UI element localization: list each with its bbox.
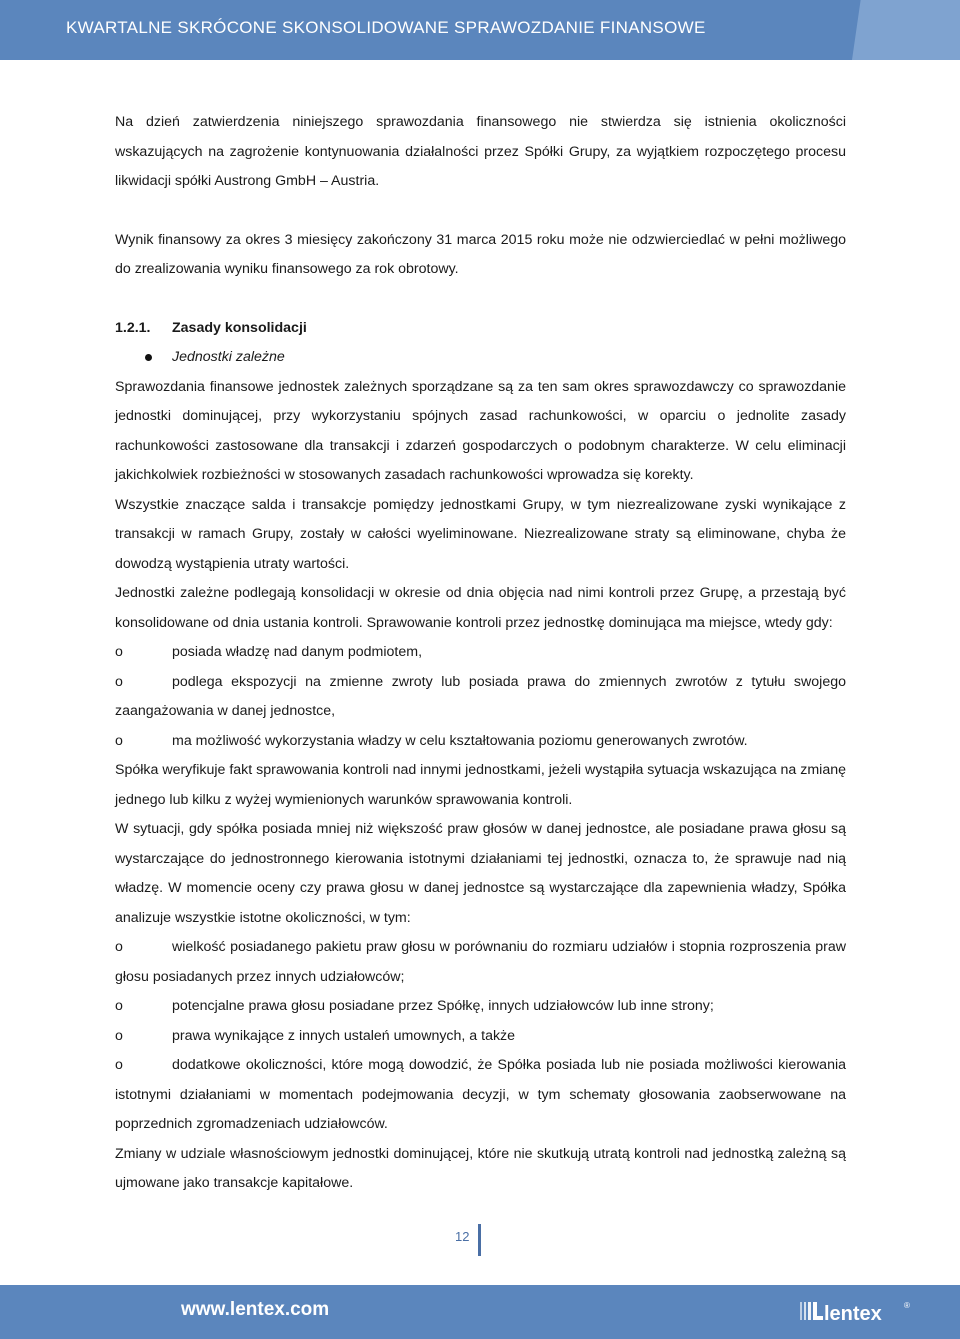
- list-item: o podlega ekspozycji na zmienne zwroty lub posiada prawa do zmiennych zwrotów z tytułu swojego zaangażowania w danej jednostce,: [115, 668, 846, 727]
- paragraph-subsidiaries-statements: Sprawozdania finansowe jednostek zależnych sporządzane są za ten sam okres sprawozdawczy co sprawozdanie jednostki dominującej, przy wykorzystaniu spójnych zasad rachunkowości, w oparciu o jednolite zasady rachunkowości zastosowane dla transakcji i zdarzeń gospodarczych o podobnym charakterze. W celu eliminacji jakichkolwiek rozbieżności w stosowanych zasadach rachunkowości wprowadza się korekty.: [115, 378, 846, 483]
- list-marker: o: [115, 644, 123, 660]
- paragraph-verification: Spółka weryfikuje fakt sprawowania kontroli nad innymi jednostkami, jeżeli wystąpiła sytuacja wskazująca na zmianę jednego lub kilku z wyżej wymienionych warunków sprawowania kontroli.: [115, 762, 846, 808]
- list-item: o ma możliwość wykorzystania władzy w celu kształtowania poziomu generowanych zwrotów.: [115, 727, 846, 757]
- lentex-logo: [800, 1298, 912, 1326]
- page-number-divider: [478, 1224, 481, 1256]
- list-item: o potencjalne prawa głosu posiadane przez Spółkę, innych udziałowców lub inne strony;: [115, 992, 846, 1022]
- paragraph-financial-result: Wynik finansowy za okres 3 miesięcy zakończony 31 marca 2015 roku może nie odzwierciedlać w pełni możliwego do zrealizowania wyniku finansowego za rok obrotowy.: [115, 231, 846, 277]
- page-number: 12: [455, 1229, 470, 1244]
- list-marker: o: [115, 998, 123, 1014]
- paragraph-control: Jednostki zależne podlegają konsolidacji w okresie od dnia objęcia nad nimi kontroli przez Grupę, a przestają być konsolidowane od dnia ustania kontroli. Sprawowanie kontroli przez jednostkę dominująca ma miejsce, wtedy gdy:: [115, 585, 846, 631]
- logo-registered-mark: ®: [904, 1301, 910, 1310]
- list-item: o wielkość posiadanego pakietu praw głosu w porównaniu do rozmiaru udziałów i stopnia rozproszenia praw głosu posiadanych przez innych udziałowców;: [115, 933, 846, 992]
- list-marker: o: [115, 1057, 123, 1073]
- document-title: KWARTALNE SKRÓCONE SKONSOLIDOWANE SPRAWOZDANIE FINANSOWE: [66, 18, 706, 37]
- list-marker: o: [115, 1027, 123, 1044]
- paragraph-eliminations: Wszystkie znaczące salda i transakcje pomiędzy jednostkami Grupy, w tym niezrealizowane zyski wynikające z transakcji w ramach Grupy, zostały w całości wyeliminowane. Niezrealizowane straty są eliminowane, chyba że dowodzą wystąpienia utraty wartości.: [115, 496, 846, 572]
- section-title: Zasady konsolidacji: [172, 319, 307, 336]
- subsection-heading: [115, 343, 846, 373]
- list-marker: o: [115, 673, 123, 690]
- list-marker: o: [115, 732, 123, 749]
- bullet-icon: [115, 343, 172, 373]
- list-item: o prawa wynikające z innych ustaleń umownych, a także: [115, 1022, 846, 1052]
- header-tab-decoration: [852, 0, 960, 60]
- paragraph-voting-rights: W sytuacji, gdy spółka posiada mniej niż większość praw głosów w danej jednostce, ale posiadane prawa głosu są wystarczające do jednostronnego kierowania istotnymi działaniami tej jednostki, oznacza to, że sprawuje nad nią władzę. W momencie oceny czy prawa głosu w danej jednostce są wystarczające dla zapewnienia władzy, Spółka analizuje wszystkie istotne okoliczności, w tym:: [115, 821, 846, 926]
- paragraph-going-concern: Na dzień zatwierdzenia niniejszego sprawozdania finansowego nie stwierdza się istnienia okoliczności wskazujących na zagrożenie kontynuowania działalności przez Spółki Grupy, za wyjątkiem rozpoczętego procesu likwidacji spółki Austrong GmbH – Austria.: [115, 114, 846, 189]
- paragraph-ownership-changes: Zmiany w udziale własnościowym jednostki dominującej, które nie skutkują utratą kontroli nad jednostką zależną są ujmowane jako transakcje kapitałowe.: [115, 1145, 846, 1191]
- page-content: [115, 108, 846, 1199]
- section-heading: [115, 314, 846, 344]
- section-number: 1.2.1.: [115, 319, 151, 336]
- list-item: o dodatkowe okoliczności, które mogą dowodzić, że Spółka posiada lub nie posiada możliwości kierowania istotnymi działaniami w momentach podejmowania decyzji, w tym schematy głosowania zaobserwowane na poprzednich zgromadzeniach udziałowców.: [115, 1051, 846, 1140]
- list-marker: o: [115, 939, 123, 955]
- logo-wordmark: lentex: [824, 1303, 882, 1325]
- subsection-title: Jednostki zależne: [172, 349, 285, 365]
- list-item: o posiada władzę nad danym podmiotem,: [115, 638, 846, 668]
- website-link[interactable]: www.lentex.com: [181, 1299, 330, 1320]
